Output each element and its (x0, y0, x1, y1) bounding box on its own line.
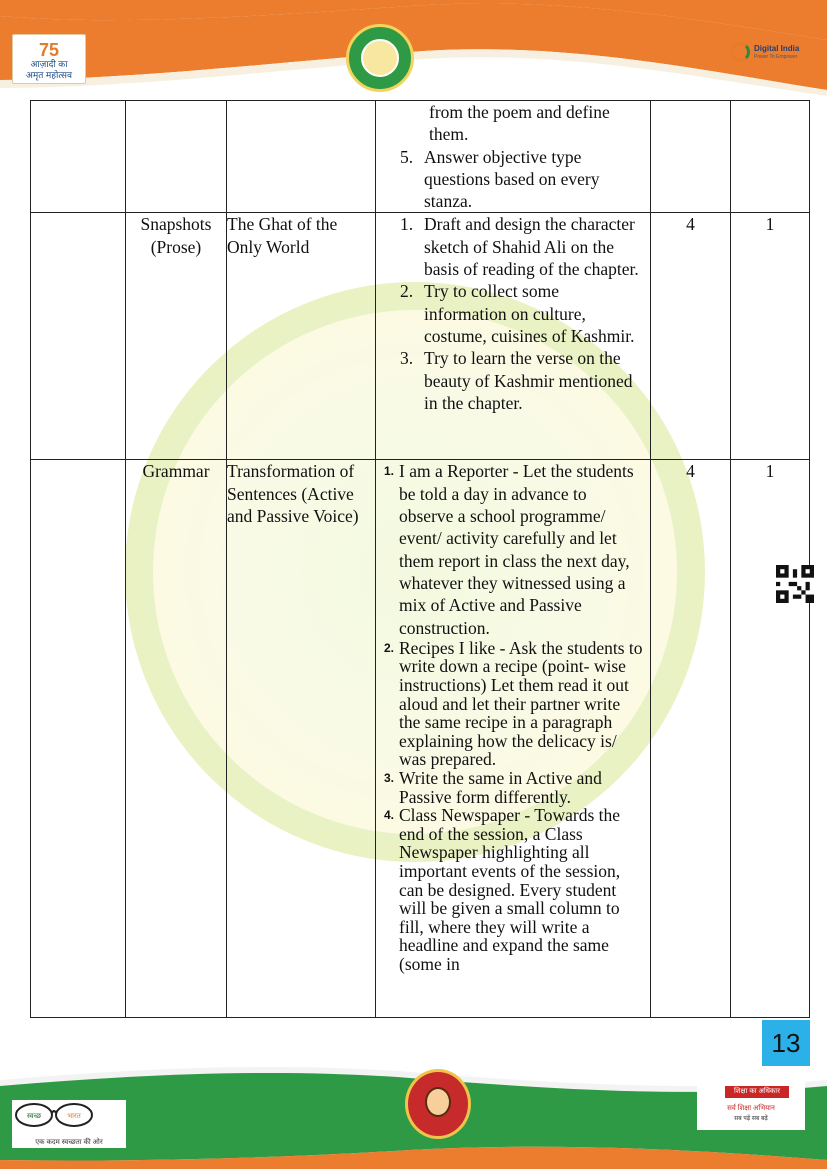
rte-title: शिक्षा का अधिकार (725, 1086, 789, 1098)
activity-number: 3. (400, 348, 414, 369)
activity-text: Try to collect some information on culture, costume, cuisines of Kashmir. (424, 281, 635, 346)
rte-line2: सर्व शिक्षा अभियान (727, 1105, 775, 1112)
table-cell-blank (31, 213, 126, 460)
list-item (376, 460, 650, 638)
section-cell: Grammar (126, 460, 227, 1018)
activity-number: 3. (384, 771, 395, 786)
section-cell (126, 101, 227, 213)
digital-india-name: Digital India (754, 44, 800, 53)
azadi-ka-amrit-mahotsav-logo (12, 34, 86, 84)
digital-india-logo (730, 40, 800, 68)
board-seal-icon (346, 24, 414, 92)
table-cell-blank (31, 460, 126, 1018)
logo-line2: अमृत महोत्सव (25, 70, 73, 80)
marks-cell: 1 (731, 460, 810, 1018)
list-item (376, 769, 650, 806)
chapter-cell (227, 101, 376, 213)
chapter-cell: Transformation of Sentences (Active and Passive Voice) (227, 460, 376, 1018)
table-row (31, 101, 810, 213)
section-cell: Snapshots (Prose) (126, 213, 227, 460)
table-row (31, 460, 810, 1018)
table-row (31, 213, 810, 460)
bharat-word: भारत (67, 1112, 81, 1120)
activity-number: 1. (384, 464, 395, 479)
activities-list (376, 101, 650, 212)
beti-bachao-seal-icon (405, 1069, 471, 1139)
table-cell-blank (31, 101, 126, 213)
chapter-cell: The Ghat of the Only World (227, 213, 376, 460)
logo-line1: आज़ादी का (30, 59, 68, 69)
activity-number: 5. (400, 146, 414, 167)
activity-text: from the poem and define them. (429, 102, 610, 145)
syllabus-table (30, 100, 810, 1018)
activity-text: Write the same in Active and Passive form differently. (399, 768, 602, 807)
activity-text: Try to learn the verse on the beauty of Kashmir mentioned in the chapter. (424, 348, 633, 413)
swachh-tagline: एक कदम स्वच्छता की ओर (35, 1139, 103, 1146)
digital-india-icon (730, 42, 750, 62)
activities-list (376, 213, 650, 414)
digital-india-tagline: Power To Empower (754, 54, 798, 60)
list-item (376, 639, 650, 769)
logo-number: 75 (38, 40, 60, 60)
activity-text: Answer objective type questions based on every stanza. (424, 146, 600, 212)
marks-cell (731, 101, 810, 213)
list-item (376, 806, 650, 973)
activities-cell (376, 101, 651, 213)
periods-cell: 4 (651, 213, 731, 460)
list-item (376, 347, 650, 414)
activity-text: Draft and design the character sketch of Shahid Ali on the basis of reading of the chapter. (424, 214, 639, 280)
periods-cell (651, 101, 731, 213)
swachh-word: स्वच्छ (26, 1112, 42, 1120)
activity-number: 2. (400, 281, 414, 302)
rte-line3: सब पढ़ें सब बढ़ें (734, 1116, 768, 1122)
activities-list (376, 460, 650, 973)
activity-number: 4. (384, 808, 395, 823)
activity-number: 1. (400, 214, 414, 235)
list-item (376, 146, 650, 213)
activity-number: 2. (384, 640, 395, 655)
activity-text: Class Newspaper - Towards the end of the session, a Class Newspaper highlighting all important events of the session, can be designed. Every student will be given a small column to fill, where they will write a headline and expand the same (some in (399, 805, 621, 974)
activity-text: Recipes I like - Ask the students to write down a recipe (point- wise instructions) Let them read it out aloud and let their partner write the same recipe in a paragraph explaining how the delicacy is/ was prepared. (399, 637, 643, 770)
header-band (0, 0, 827, 100)
swachh-bharat-logo (12, 1100, 126, 1148)
activity-text: I am a Reporter - Let the students be told a day in advance to observe a school programme/ event/ activity carefully and let them report in class the next day, whatever they witnessed using a mix of Active and Passive construction. (399, 461, 634, 638)
glasses-icon (12, 1100, 98, 1128)
activities-cell (376, 213, 651, 460)
page-number: 13 (762, 1020, 810, 1066)
qr-code-icon (776, 565, 814, 603)
list-item (376, 213, 650, 280)
marks-cell: 1 (731, 213, 810, 460)
page-header (0, 0, 827, 100)
activities-cell (376, 460, 651, 1018)
list-item (376, 101, 650, 146)
right-to-education-logo (697, 1080, 805, 1130)
list-item (376, 280, 650, 347)
periods-cell: 4 (651, 460, 731, 1018)
